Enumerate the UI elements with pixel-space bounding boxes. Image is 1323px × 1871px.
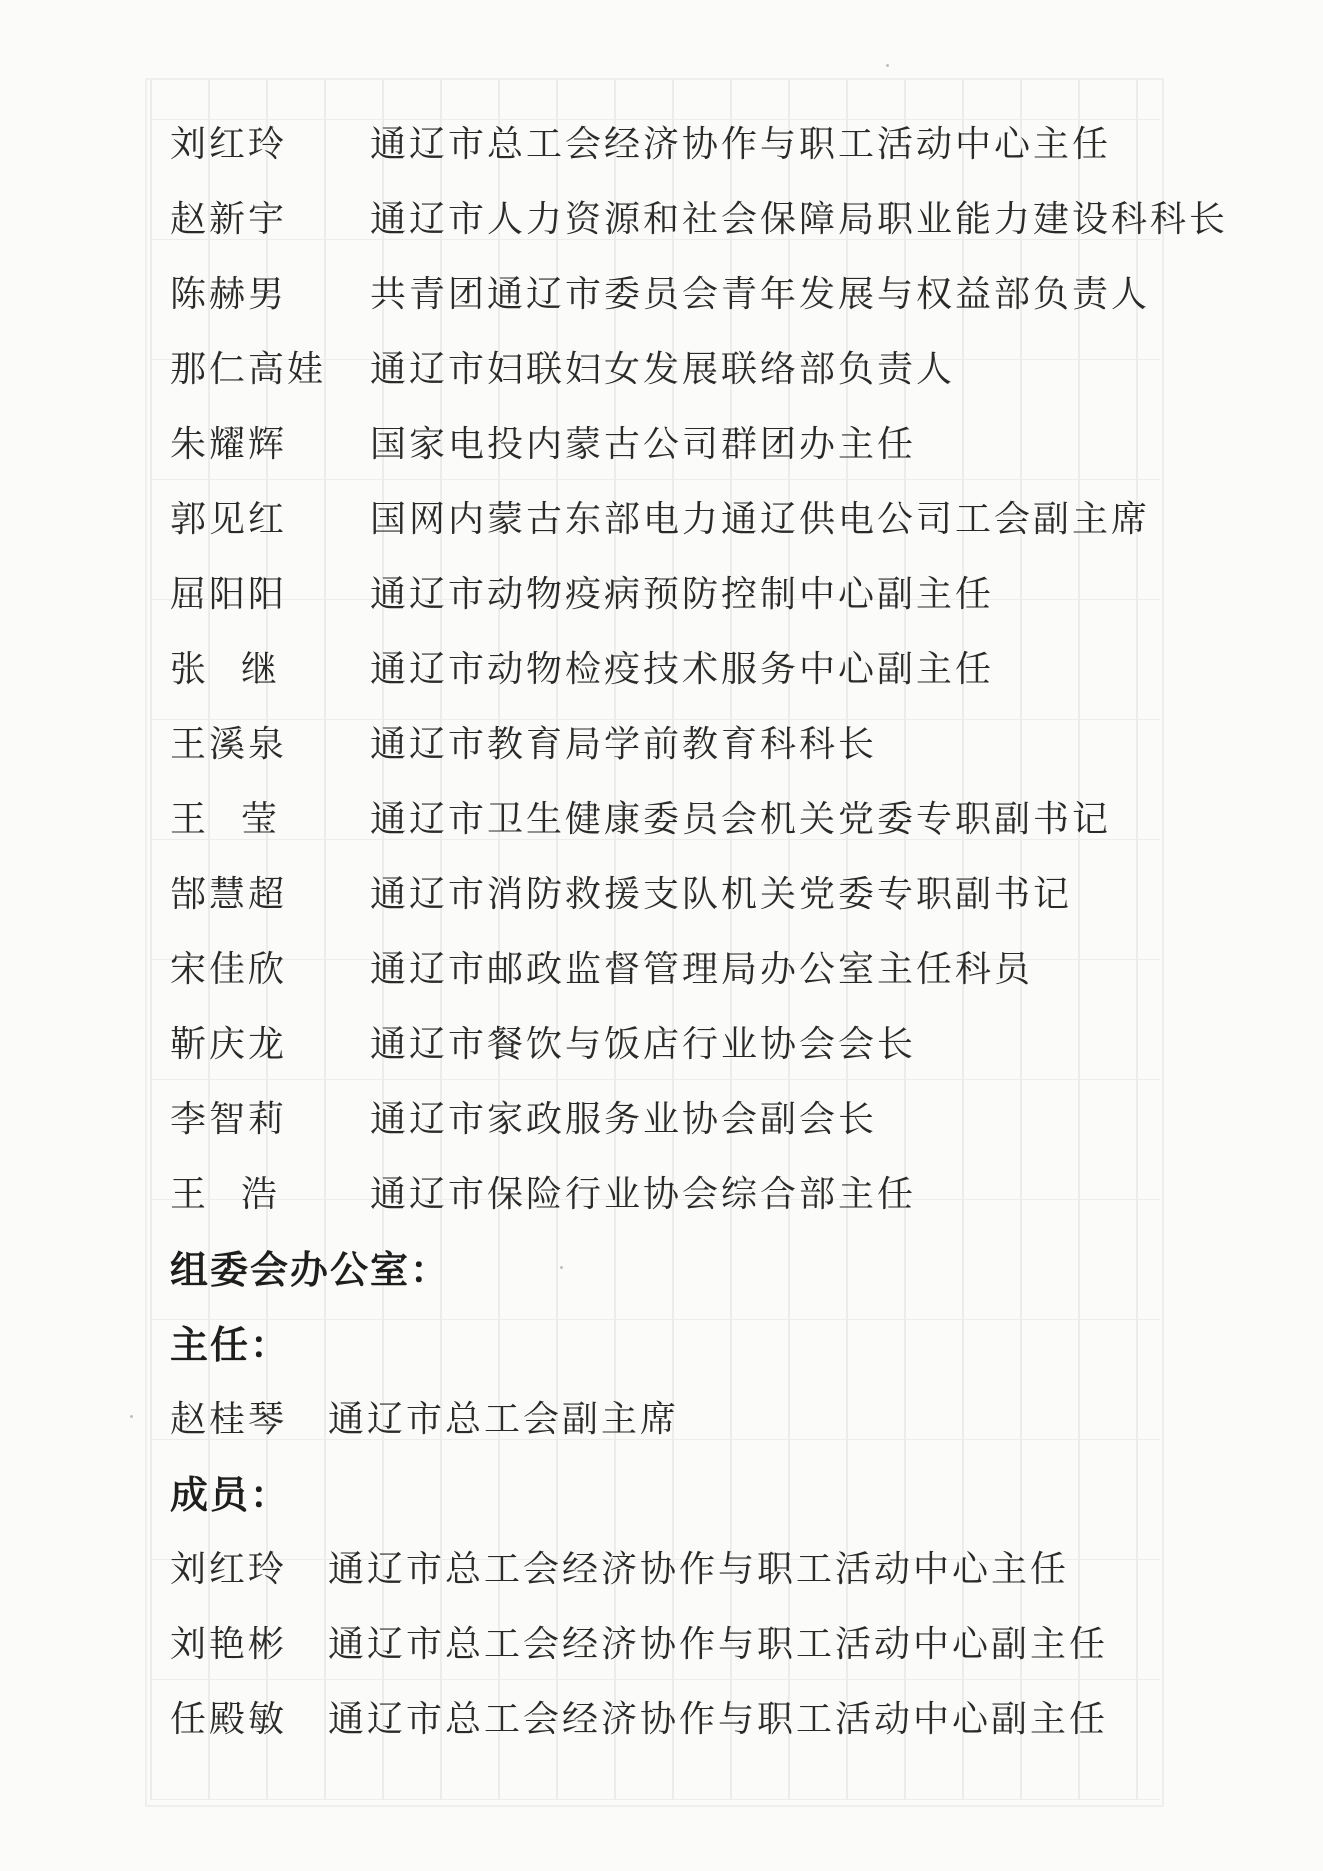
office-member-name: 刘艳彬 (170, 1623, 288, 1665)
member-name: 宋佳欣 (170, 948, 288, 990)
member-row (170, 1011, 916, 1071)
member-name: 陈赫男 (170, 273, 288, 315)
scan-speck (886, 64, 889, 67)
member-name: 靳庆龙 (170, 1023, 288, 1065)
office-member-title: 通辽市总工会经济协作与职工活动中心副主任 (328, 1623, 1109, 1665)
member-row (170, 111, 1111, 171)
member-row (170, 1161, 916, 1221)
office-member-name: 任殿敏 (170, 1698, 288, 1740)
member-row (170, 561, 994, 621)
office-member-row (170, 1536, 1069, 1596)
office-heading: 组委会办公室： (170, 1247, 451, 1292)
member-name: 赵新宇 (170, 198, 288, 240)
director-row (170, 1386, 679, 1446)
member-name: 李智莉 (170, 1098, 288, 1140)
member-row (170, 486, 1150, 546)
office-member-name: 刘红玲 (170, 1548, 288, 1590)
office-member-row (170, 1686, 1108, 1746)
member-title: 通辽市保险行业协会综合部主任 (370, 1173, 917, 1215)
member-title: 通辽市卫生健康委员会机关党委专职副书记 (370, 798, 1112, 840)
member-name: 郭见红 (170, 498, 288, 540)
member-title: 通辽市总工会经济协作与职工活动中心主任 (370, 123, 1112, 165)
scan-speck (130, 1415, 133, 1418)
member-name: 王 莹 (170, 798, 280, 840)
office-members-heading: 成员： (170, 1472, 291, 1517)
director-title: 通辽市总工会副主席 (328, 1398, 680, 1440)
office-member-title: 通辽市总工会经济协作与职工活动中心主任 (328, 1548, 1070, 1590)
member-name: 朱耀辉 (170, 423, 288, 465)
member-name: 王溪泉 (170, 723, 288, 765)
member-row (170, 636, 994, 696)
member-row (170, 786, 1111, 846)
member-row (170, 411, 916, 471)
member-title: 通辽市消防救援支队机关党委专职副书记 (370, 873, 1073, 915)
member-name: 那仁高娃 (170, 348, 327, 390)
member-row (170, 711, 877, 771)
office-member-row (170, 1611, 1108, 1671)
member-name: 刘红玲 (170, 123, 288, 165)
member-title: 通辽市邮政监督管理局办公室主任科员 (370, 948, 1034, 990)
member-row (170, 186, 1228, 246)
member-name: 屈阳阳 (170, 573, 288, 615)
member-title: 国家电投内蒙古公司群团办主任 (370, 423, 917, 465)
member-row (170, 936, 1033, 996)
member-row (170, 261, 1150, 321)
member-title: 通辽市动物检疫技术服务中心副主任 (370, 648, 995, 690)
member-title: 共青团通辽市委员会青年发展与权益部负责人 (370, 273, 1151, 315)
member-name: 郜慧超 (170, 873, 288, 915)
member-title: 通辽市妇联妇女发展联络部负责人 (370, 348, 956, 390)
office-member-title: 通辽市总工会经济协作与职工活动中心副主任 (328, 1698, 1109, 1740)
member-title: 通辽市动物疫病预防控制中心副主任 (370, 573, 995, 615)
member-row (170, 861, 1072, 921)
member-row (170, 336, 955, 396)
member-name: 张 继 (170, 648, 280, 690)
member-title: 国网内蒙古东部电力通辽供电公司工会副主席 (370, 498, 1151, 540)
director-name: 赵桂琴 (170, 1398, 288, 1440)
member-row (170, 1086, 877, 1146)
scan-speck (560, 1266, 563, 1269)
director-heading: 主任： (170, 1322, 291, 1367)
member-title: 通辽市教育局学前教育科科长 (370, 723, 878, 765)
member-name: 王 浩 (170, 1173, 280, 1215)
member-title: 通辽市人力资源和社会保障局职业能力建设科科长 (370, 198, 1229, 240)
member-title: 通辽市家政服务业协会副会长 (370, 1098, 878, 1140)
member-title: 通辽市餐饮与饭店行业协会会长 (370, 1023, 917, 1065)
